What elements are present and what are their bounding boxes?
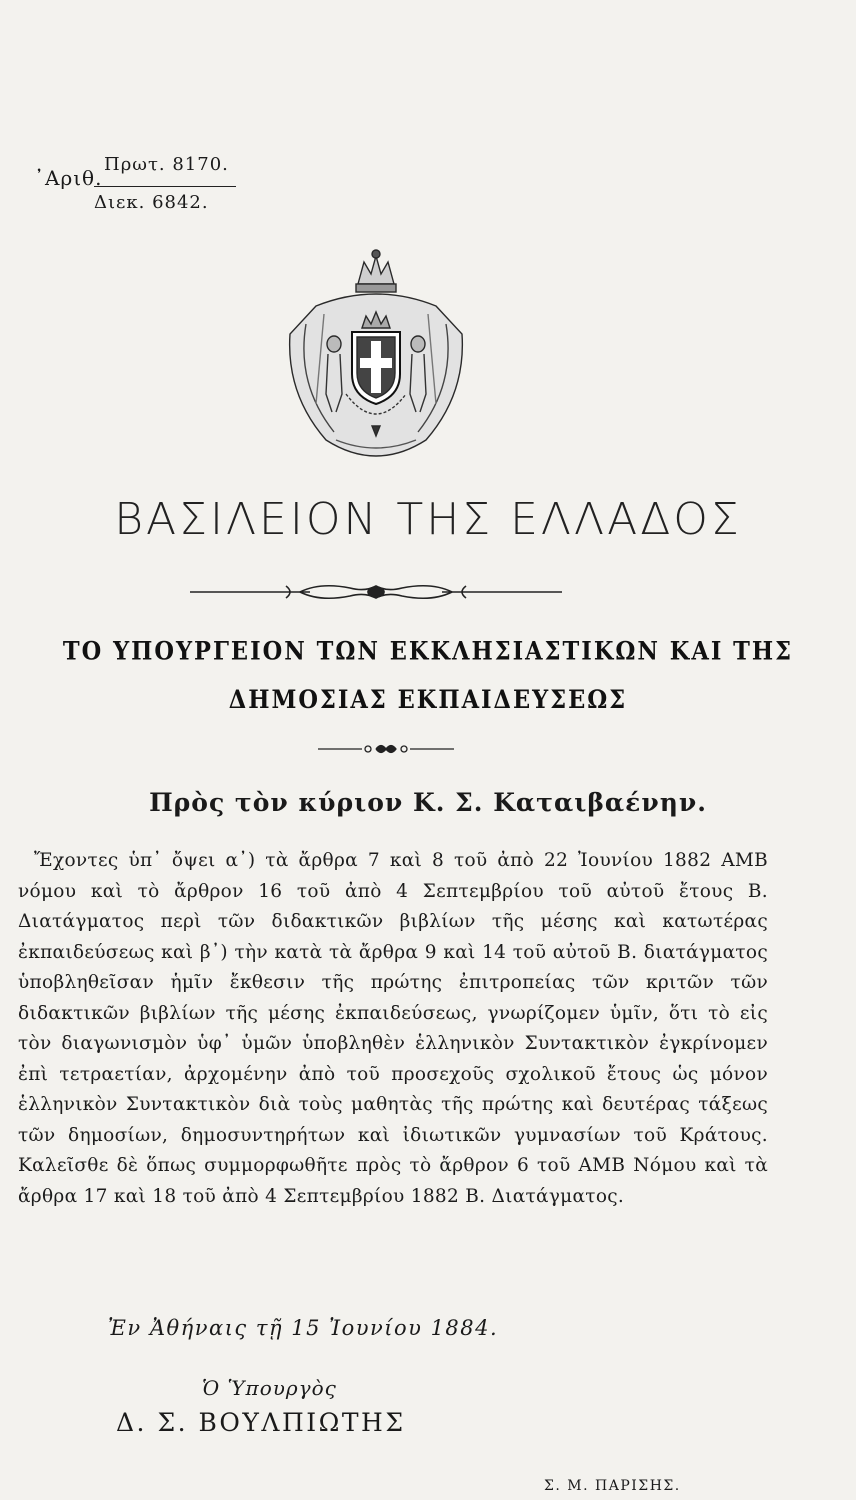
ministry-heading <box>20 628 836 725</box>
small-ornamental-divider <box>318 740 454 758</box>
signatory-name: Δ. Σ. ΒΟΥΛΠΙΩΤΗΣ <box>116 1408 406 1437</box>
body-paragraph: Ἔχοντες ὑπ᾿ ὄψει α᾿) τὰ ἄρθρα 7 καὶ 8 τοῦ ἀπὸ 22 Ἰουνίου 1882 ΑΜΒ νόμου καὶ τὸ ἄρθρον 16 τοῦ ἀπὸ 4 Σεπτεμβρίου τοῦ αὐτοῦ ἔτους Β. Διατάγματος περὶ τῶν διδακτικῶν βιβλίων τῆς μέσης καὶ κατωτέρας ἐκπαιδεύσεως καὶ β᾿) τὴν κατὰ τὰ ἄρθρα 9 καὶ 14 τοῦ αὐτοῦ Β. διατάγματος ὑποβληθεῖσαν ἡμῖν ἔκθεσιν τῆς πρώτης ἐπιτροπείας τῶν κριτῶν τῶν διδακτικῶν βιβλίων τῆς μέσης ἐκπαιδεύσεως, γνωρίζομεν ὑμῖν, ὅτι τὸ εἰς τὸν διαγωνισμὸν ὑφ᾿ ὑμῶν ὑποβληθὲν ἑλληνικὸν Συντακτικὸν ἐγκρίνομεν ἐπὶ τετραετίαν, ἀρχομένην ἀπὸ τοῦ προσεχοῦς σχολικοῦ ἔτους ὡς μόνον ἑλληνικὸν Συντακτικὸν διὰ τοὺς μαθητὰς τῆς πρώτης καὶ δευτέρας τάξεως τῶν δημοσίων, δημοσυντηρήτων καὶ ἰδιωτικῶν γυμνασίων τοῦ Κράτους. Καλεῖσθε δὲ ὅπως συμμορφωθῆτε πρὸς τὸ ἄρθρον 6 τοῦ ΑΜΒ Νόμου καὶ τὰ ἄρθρα 17 καὶ 18 τοῦ ἀπὸ 4 Σεπτεμβρίου 1882 Β. Διατάγματος. <box>18 850 768 1207</box>
ornamental-divider <box>190 580 562 604</box>
signatory-title: Ὁ Ὑπουργὸς <box>202 1376 337 1400</box>
letter-body <box>18 846 768 1212</box>
reference-prefix: ᾿Αριθ. <box>34 166 103 190</box>
ministry-heading-line-2: ΔΗΜΟΣΙΑΣ ΕΚΠΑΙΔΕΥΣΕΩΣ <box>228 685 628 715</box>
protocol-number: Πρωτ. 8170. <box>104 154 229 175</box>
ministry-heading-line-1: ΤΟ ΥΠΟΥΡΓΕΙΟΝ ΤΩΝ ΕΚΚΛΗΣΙΑΣΤΙΚΩΝ ΚΑΙ ΤΗΣ <box>62 637 794 667</box>
reference-divider <box>94 186 236 187</box>
greek-royal-coat-of-arms-icon <box>276 244 476 469</box>
addressee-line: Πρὸς τὸν κύριον Κ. Σ. Καταιβαένην. <box>149 788 707 817</box>
registry-number: Διεκ. 6842. <box>94 192 209 213</box>
secretary-signature: Σ. Μ. ΠΑΡΙΣΗΣ. <box>544 1478 681 1494</box>
dateline: Ἐν Ἀθήναις τῇ 15 Ἰουνίου 1884. <box>108 1316 499 1340</box>
kingdom-heading: ΒΑΣΙΛΕΙΟΝ ΤΗΣ ΕΛΛΑΔΟΣ <box>114 494 742 545</box>
